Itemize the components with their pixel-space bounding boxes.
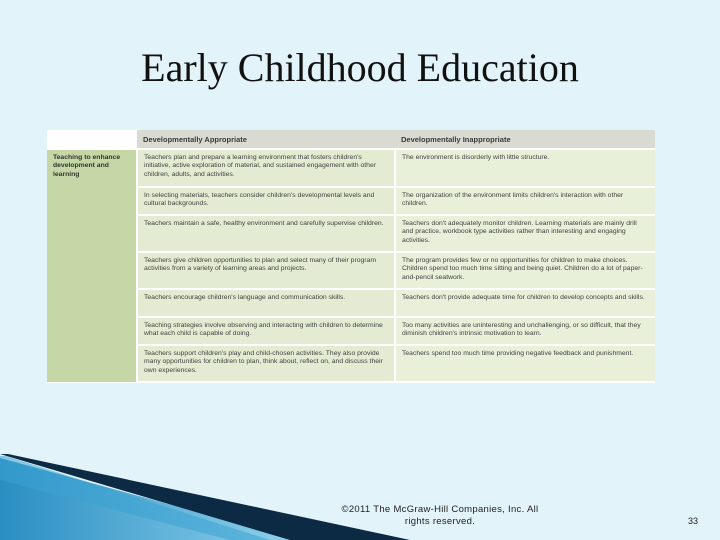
- inappropriate-cell: Teachers don't adequately monitor children. Learning materials are mainly drill and practice, workbook type activities rather than interesting and engaging activities.: [395, 215, 655, 252]
- inappropriate-cell: Teachers don't provide adequate time for children to develop concepts and skills.: [395, 289, 655, 317]
- inappropriate-cell: Too many activities are uninteresting and unchallenging, or so difficult, that they diminish children's intrinsic motivation to learn.: [395, 317, 655, 345]
- table-corner-cell: [47, 130, 137, 149]
- inappropriate-cell: The program provides few or no opportunities for children to make choices. Children spend too much time sitting and being quiet. Children do a lot of paper-and-pencil seatwork.: [395, 252, 655, 289]
- table-row: [47, 345, 655, 382]
- row-label: Teaching to enhance development and learning: [47, 149, 137, 382]
- header-appropriate: Developmentally Appropriate: [137, 130, 395, 149]
- inappropriate-cell: Teachers spend too much time providing negative feedback and punishment.: [395, 345, 655, 382]
- table-row: [47, 252, 655, 289]
- comparison-table: [47, 130, 655, 383]
- copyright-footer: ©2011 The McGraw-Hill Companies, Inc. All rights reserved.: [341, 504, 539, 527]
- appropriate-cell: In selecting materials, teachers consider children's developmental levels and cultural backgrounds.: [137, 187, 395, 215]
- table-row: [47, 289, 655, 317]
- table-row: [47, 149, 655, 187]
- slide-title: Early Childhood Education: [141, 45, 579, 90]
- appropriate-cell: Teachers give children opportunities to plan and select many of their program activities from a variety of learning areas and projects.: [137, 252, 395, 289]
- table-row: [47, 317, 655, 345]
- inappropriate-cell: The environment is disorderly with little structure.: [395, 149, 655, 187]
- appropriate-cell: Teaching strategies involve observing and interacting with children to determine what each child is capable of doing.: [137, 317, 395, 345]
- header-inappropriate: Developmentally Inappropriate: [395, 130, 655, 149]
- inappropriate-cell: The organization of the environment limits children's interaction with other children.: [395, 187, 655, 215]
- table-row: [47, 215, 655, 252]
- page-number: 33: [688, 516, 699, 526]
- appropriate-cell: Teachers encourage children's language and communication skills.: [137, 289, 395, 317]
- appropriate-cell: Teachers support children's play and child-chosen activities. They also provide many opportunities for children to plan, think about, reflect on, and discuss their own experiences.: [137, 345, 395, 382]
- table-row: [47, 187, 655, 215]
- appropriate-cell: Teachers plan and prepare a learning environment that fosters children's initiative, active exploration of material, and sustained engagement with other children, adults, and activities.: [137, 149, 395, 187]
- appropriate-cell: Teachers maintain a safe, healthy environment and carefully supervise children.: [137, 215, 395, 252]
